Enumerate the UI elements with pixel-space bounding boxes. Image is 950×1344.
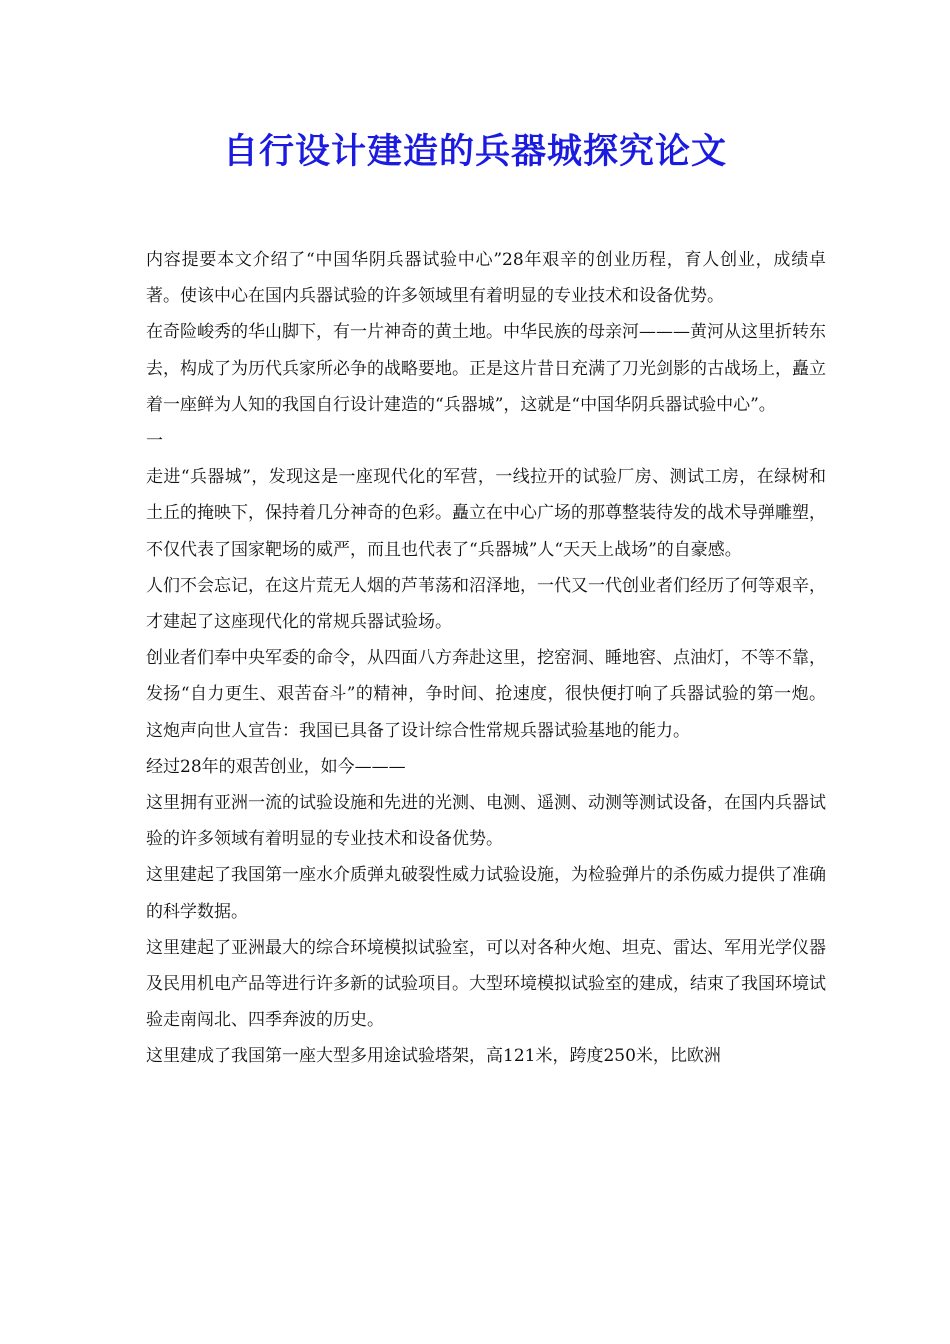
- paragraph: 这里拥有亚洲一流的试验设施和先进的光测、电测、遥测、动测等测试设备，在国内兵器试验的许多领域有着明显的专业技术和设备优势。: [146, 793, 826, 850]
- paragraph-intro: 在奇险峻秀的华山脚下，有一片神奇的黄土地。中华民族的母亲河———黄河从这里折转东去，构成了为历代兵家所必争的战略要地。正是这片昔日充满了刀光剑影的古战场上，矗立着一座鲜为人知的我国自行设计建造的“兵器城”，这就是“中国华阴兵器试验中心”。: [146, 322, 826, 415]
- paragraph: 这里建起了亚洲最大的综合环境模拟试验室，可以对各种火炮、坦克、雷达、军用光学仪器及民用机电产品等进行许多新的试验项目。大型环境模拟试验室的建成，结束了我国环境试验走南闯北、四季奔波的历史。: [146, 937, 826, 1031]
- paragraph-abstract: 内容提要本文介绍了“中国华阴兵器试验中心”28年艰辛的创业历程，育人创业，成绩卓著。使该中心在国内兵器试验的许多领域里有着明显的专业技术和设备优势。: [146, 250, 826, 307]
- paragraph: 人们不会忘记，在这片荒无人烟的芦苇荡和沼泽地，一代又一代创业者们经历了何等艰辛，才建起了这座现代化的常规兵器试验场。: [146, 575, 826, 633]
- section-number: 一: [146, 431, 163, 452]
- document-body: [146, 242, 826, 1075]
- paragraph: 走进“兵器城”，发现这是一座现代化的军营，一线拉开的试验厂房、测试工房，在绿树和土丘的掩映下，保持着几分神奇的色彩。矗立在中心广场的那尊整装待发的战术导弹雕塑，不仅代表了国家靶场的威严，而且也代表了“兵器城”人“天天上战场”的自豪感。: [146, 467, 826, 560]
- paragraph: 创业者们奉中央军委的命令，从四面八方奔赴这里，挖窑洞、睡地窖、点油灯，不等不靠，发扬“自力更生、艰苦奋斗”的精神，争时间、抢速度，很快便打响了兵器试验的第一炮。这炮声向世人宣告：我国已具备了设计综合性常规兵器试验基地的能力。: [146, 648, 826, 741]
- document-title: 自行设计建造的兵器城探究论文: [222, 132, 727, 172]
- paragraph: 这里建成了我国第一座大型多用途试验塔架，高121米，跨度250米，比欧洲: [146, 1046, 721, 1067]
- paragraph: 这里建起了我国第一座水介质弹丸破裂性威力试验设施，为检验弹片的杀伤威力提供了准确的科学数据。: [146, 865, 826, 922]
- paragraph: 经过28年的艰苦创业，如今———: [146, 756, 406, 777]
